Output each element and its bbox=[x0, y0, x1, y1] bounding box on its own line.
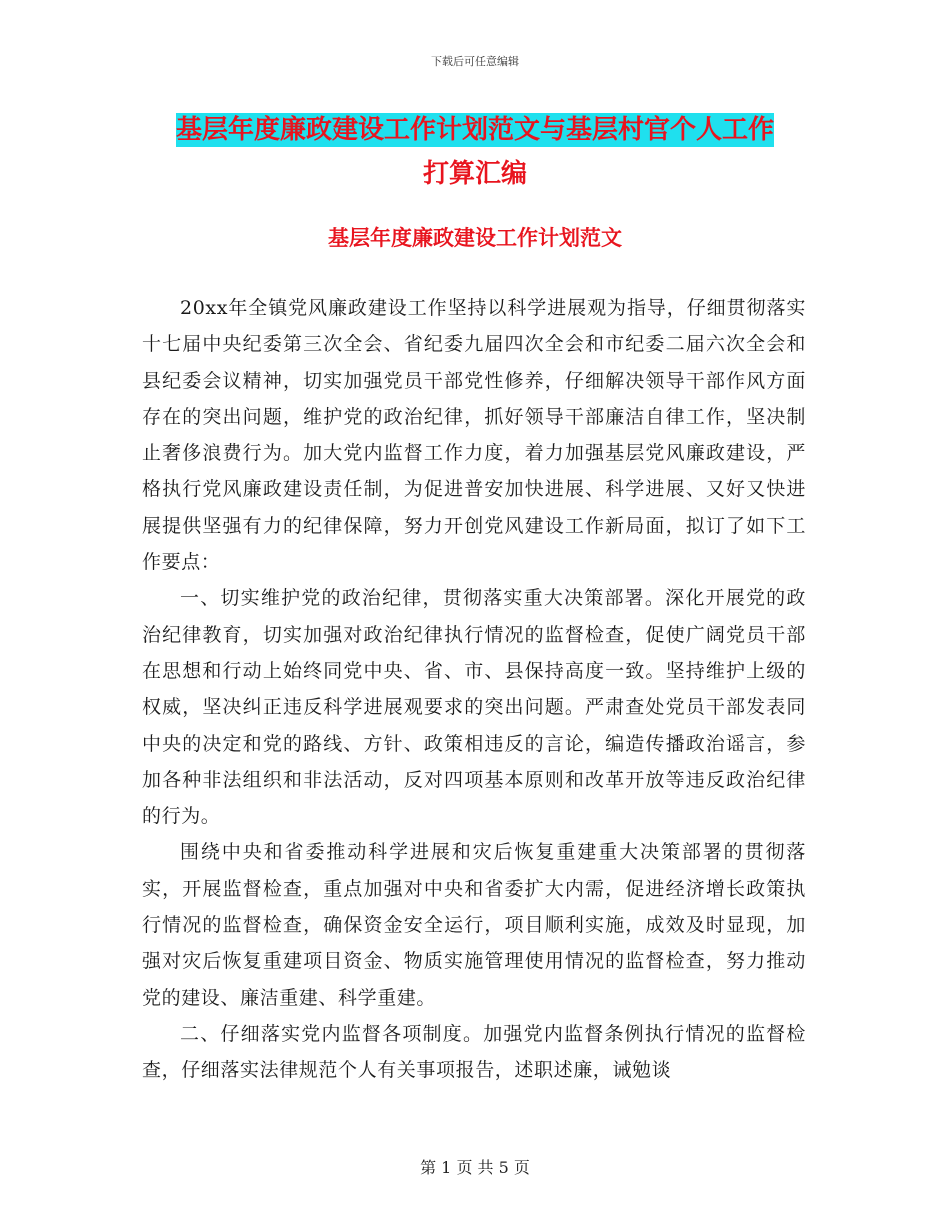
header-note: 下载后可任意编辑 bbox=[431, 55, 519, 68]
section-title: 基层年度廉政建设工作计划范文 bbox=[328, 226, 622, 250]
paragraph-4: 二、仔细落实党内监督各项制度。加强党内监督条例执行情况的监督检查，仔细落实法律规范个人有关事项报告，述职述廉，诫勉谈 bbox=[142, 1022, 806, 1082]
paragraph-1: 20xx年全镇党风廉政建设工作坚持以科学进展观为指导，仔细贯彻落实十七届中央纪委第三次全会、省纪委九届四次全会和市纪委二届六次全会和县纪委会议精神，切实加强党员干部党性修养，仔细解决领导干部作风方面存在的突出问题，维护党的政治纪律，抓好领导干部廉洁自律工作，坚决制止奢侈浪费行为。加大党内监督工作力度，着力加强基层党风廉政建设，严格执行党风廉政建设责任制，为促进普安加快进展、科学进展、又好又快进展提供坚强有力的纪律保障，努力开创党风建设工作新局面，拟订了如下工作要点： bbox=[142, 297, 806, 574]
title-line-2: 打算汇编 bbox=[422, 159, 527, 189]
title-line-1: 基层年度廉政建设工作计划范文与基层村官个人工作 bbox=[175, 115, 774, 145]
document-body bbox=[142, 290, 806, 1089]
page-footer: 第 1 页 共 5 页 bbox=[420, 1158, 530, 1177]
document-title bbox=[0, 108, 950, 196]
paragraph-3: 围绕中央和省委推动科学进展和灾后恢复重建重大决策部署的贯彻落实，开展监督检查，重点加强对中央和省委扩大内需，促进经济增长政策执行情况的监督检查，确保资金安全运行，项目顺利实施，成效及时显现，加强对灾后恢复重建项目资金、物质实施管理使用情况的监督检查，努力推动党的建设、廉洁重建、科学重建。 bbox=[142, 841, 806, 1009]
paragraph-2: 一、切实维护党的政治纪律，贯彻落实重大决策部署。深化开展党的政治纪律教育，切实加强对政治纪律执行情况的监督检查，促使广阔党员干部在思想和行动上始终同党中央、省、市、县保持高度一致。坚持维护上级的权威，坚决纠正违反科学进展观要求的突出问题。严肃查处党员干部发表同中央的决定和党的路线、方针、政策相违反的言论，编造传播政治谣言，参加各种非法组织和非法活动，反对四项基本原则和改革开放等违反政治纪律的行为。 bbox=[142, 587, 806, 828]
